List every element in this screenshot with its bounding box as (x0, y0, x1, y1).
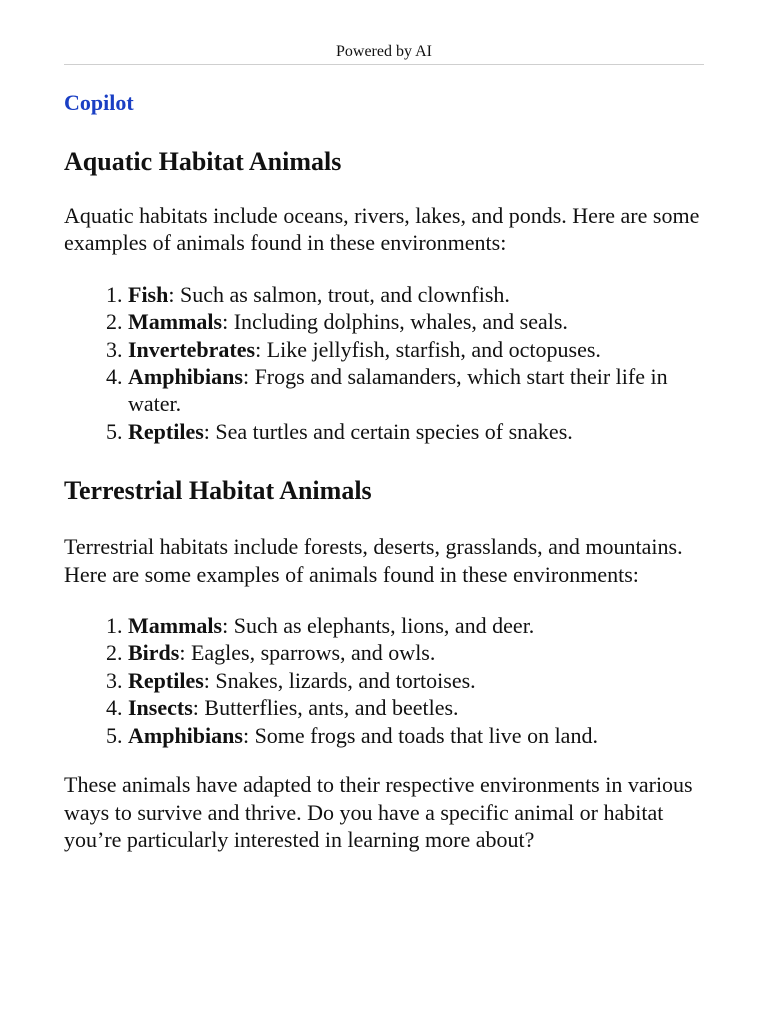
list-item-term: Birds (128, 640, 180, 666)
list-item-term: Reptiles (128, 418, 204, 444)
header-divider (64, 64, 704, 65)
closing-paragraph: These animals have adapted to their respective environments in various ways to survive and thrive. Do you have a specific animal or habitat you’re particularly interested in learning more about? (64, 772, 693, 852)
section-intro-terrestrial: Terrestrial habitats include forests, deserts, grasslands, and mountains. Here are some examples of animals found in these environments: (64, 534, 683, 587)
list-item (128, 336, 714, 363)
list-item-term: Invertebrates (128, 336, 256, 362)
section-intro-aquatic: Aquatic habitats include oceans, rivers, lakes, and ponds. Here are some examples of animals found in these environments: (64, 203, 700, 256)
aquatic-animal-list (64, 281, 714, 445)
section-heading-terrestrial: Terrestrial Habitat Animals (64, 476, 372, 506)
response-content (64, 88, 714, 853)
list-item-desc: : Sea turtles and certain species of snakes. (203, 418, 573, 444)
list-item-desc: : Eagles, sparrows, and owls. (179, 640, 436, 666)
list-item-desc: : Frogs and salamanders, which start their life in water. (128, 364, 668, 417)
section-heading-aquatic: Aquatic Habitat Animals (64, 147, 342, 176)
list-item (128, 694, 714, 721)
list-item (128, 281, 714, 308)
list-item-desc: : Such as salmon, trout, and clownfish. (168, 281, 510, 307)
list-item-desc: : Such as elephants, lions, and deer. (222, 613, 535, 639)
list-item (128, 418, 714, 445)
list-item (128, 667, 714, 694)
list-item-term: Amphibians (128, 364, 243, 390)
list-item-term: Amphibians (128, 722, 243, 748)
copilot-brand-link[interactable]: Copilot (64, 90, 134, 115)
list-item-term: Reptiles (128, 667, 204, 693)
list-item-term: Mammals (128, 613, 223, 639)
list-item-desc: : Like jellyfish, starfish, and octopuses. (255, 336, 601, 362)
list-item (128, 722, 714, 749)
list-item (128, 363, 714, 418)
page-header: Powered by AI (336, 43, 432, 60)
list-item-desc: : Some frogs and toads that live on land. (242, 722, 598, 748)
list-item (128, 639, 714, 666)
list-item-term: Insects (128, 695, 193, 721)
list-item-term: Mammals (128, 309, 223, 335)
list-item-desc: : Including dolphins, whales, and seals. (222, 309, 568, 335)
list-item-term: Fish (128, 281, 169, 307)
list-item (128, 612, 714, 639)
list-item-desc: : Butterflies, ants, and beetles. (192, 695, 459, 721)
terrestrial-animal-list (64, 612, 714, 749)
list-item-desc: : Snakes, lizards, and tortoises. (203, 667, 476, 693)
list-item (128, 308, 714, 335)
